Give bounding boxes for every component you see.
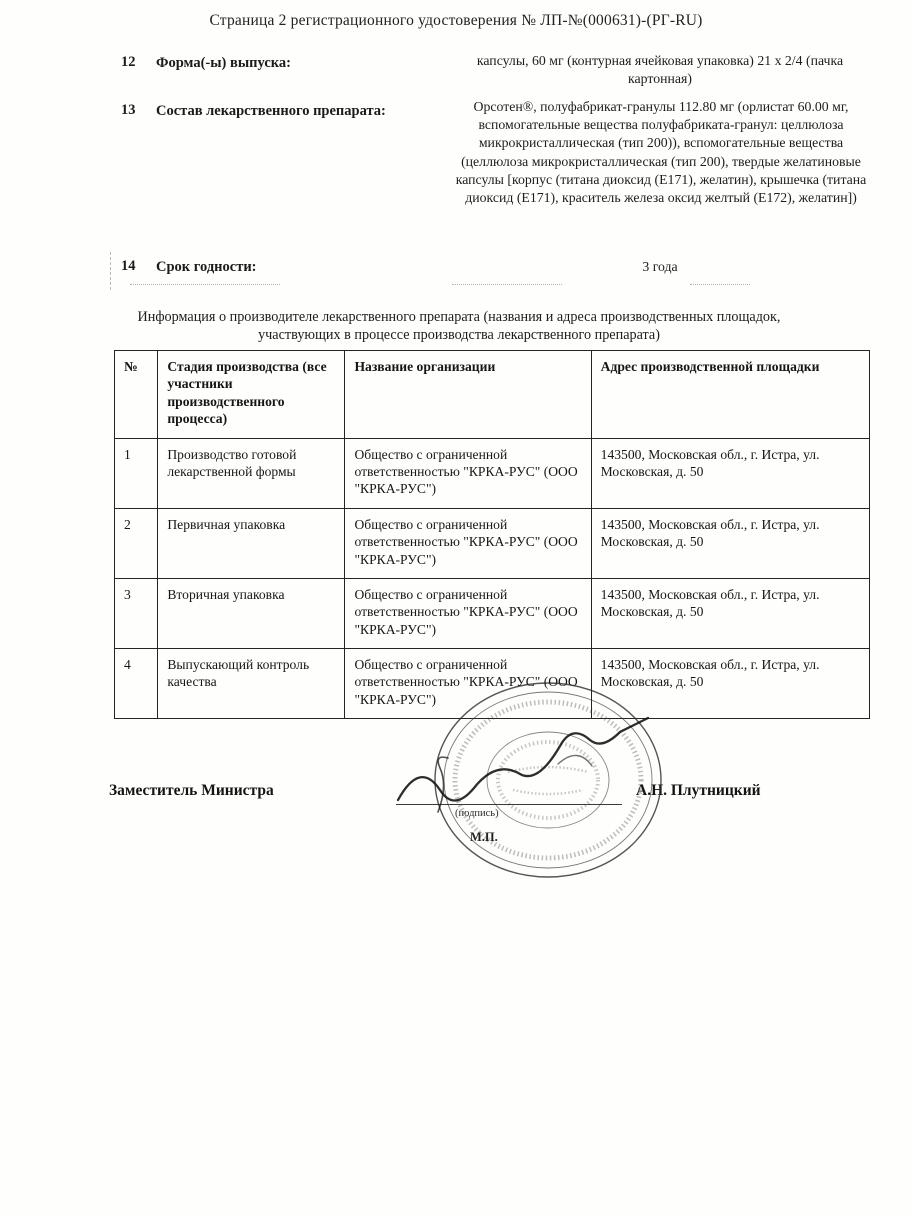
table-cell: Общество с ограниченной ответственностью "КРКА-РУС" (ООО "КРКА-РУС") <box>345 578 591 648</box>
scan-artifact-dotted-line <box>130 284 280 285</box>
manufacturer-info-intro: Информация о производителе лекарственного препарата (названия и адреса производственных площадок, участвующих в процессе производства лекарственного препарата) <box>137 309 781 344</box>
table-cell: 4 <box>115 649 158 719</box>
table-cell: 3 <box>115 578 158 648</box>
table-cell: 143500, Московская обл., г. Истра, ул. Московская, д. 50 <box>591 438 869 508</box>
scan-artifact-vertical-dash <box>110 252 111 290</box>
signer-name: А.Н. Плутницкий <box>636 782 761 799</box>
seal-rings <box>435 683 661 877</box>
item-14-value: 3 года <box>642 259 678 274</box>
table-cell: 143500, Московская обл., г. Истра, ул. Московская, д. 50 <box>591 578 869 648</box>
table-cell: 143500, Московская обл., г. Истра, ул. Московская, д. 50 <box>591 649 869 719</box>
manufacturer-table-head <box>115 351 870 439</box>
table-cell: 2 <box>115 508 158 578</box>
item-12-value: капсулы, 60 мг (контурная ячейковая упаковка) 21 х 2/4 (пачка картонная) <box>476 53 844 87</box>
page-header-title: Страница 2 регистрационного удостоверения № ЛП-№(000631)-(РГ-RU) <box>209 12 703 29</box>
table-header-row <box>115 351 870 439</box>
header-cell-stage: Стадия производства (все участники производственного процесса) <box>158 351 345 439</box>
table-cell: Производство готовой лекарственной формы <box>158 438 345 508</box>
table-row <box>115 438 870 508</box>
header-cell-org: Название организации <box>345 351 591 439</box>
item-13-number: 13 <box>121 102 136 118</box>
header-cell-number: № <box>115 351 158 439</box>
item-13-value: Орсотен®, полуфабрикат-гранулы 112.80 мг (орлистат 60.00 мг, вспомогательные вещества полуфабриката-гранул: целлюлоза микрокристаллическая (тип 200)), вспомогательные вещества (целлюлоза микрокристаллическая (тип 200), твердые желатиновые капсулы [корпус (титана диоксид (Е171), желатин), крышечка (титана диоксид (Е171), краситель железа оксид желтый (Е172), желатин]) <box>455 99 867 206</box>
table-cell: Общество с ограниченной ответственностью "КРКА-РУС" (ООО "КРКА-РУС") <box>345 508 591 578</box>
signer-title: Заместитель Министра <box>109 782 274 799</box>
item-13-label: Состав лекарственного препарата: <box>156 103 386 119</box>
manufacturer-table <box>114 350 870 719</box>
item-14-label: Срок годности: <box>156 259 257 275</box>
seal-place-mark: М.П. <box>470 830 498 844</box>
table-row <box>115 578 870 648</box>
scan-artifact-dotted-line <box>452 284 562 285</box>
item-12-number: 12 <box>121 54 136 70</box>
signature-scribble <box>398 718 648 812</box>
table-cell: Первичная упаковка <box>158 508 345 578</box>
item-14-number: 14 <box>121 258 136 274</box>
table-cell: Вторичная упаковка <box>158 578 345 648</box>
table-cell: Общество с ограниченной ответственностью "КРКА-РУС" (ООО "КРКА-РУС") <box>345 438 591 508</box>
table-cell: 1 <box>115 438 158 508</box>
header-cell-address: Адрес производственной площадки <box>591 351 869 439</box>
official-seal-stamp <box>408 672 698 887</box>
table-cell: Общество с ограниченной ответственностью "КРКА-РУС" (ООО "КРКА-РУС") <box>345 649 591 719</box>
scan-artifact-dotted-line <box>690 284 750 285</box>
table-cell: 143500, Московская обл., г. Истра, ул. Московская, д. 50 <box>591 508 869 578</box>
signature-caption: (подпись) <box>455 808 499 819</box>
table-cell: Выпускающий контроль качества <box>158 649 345 719</box>
item-12-label: Форма(-ы) выпуска: <box>156 55 291 71</box>
table-row <box>115 508 870 578</box>
